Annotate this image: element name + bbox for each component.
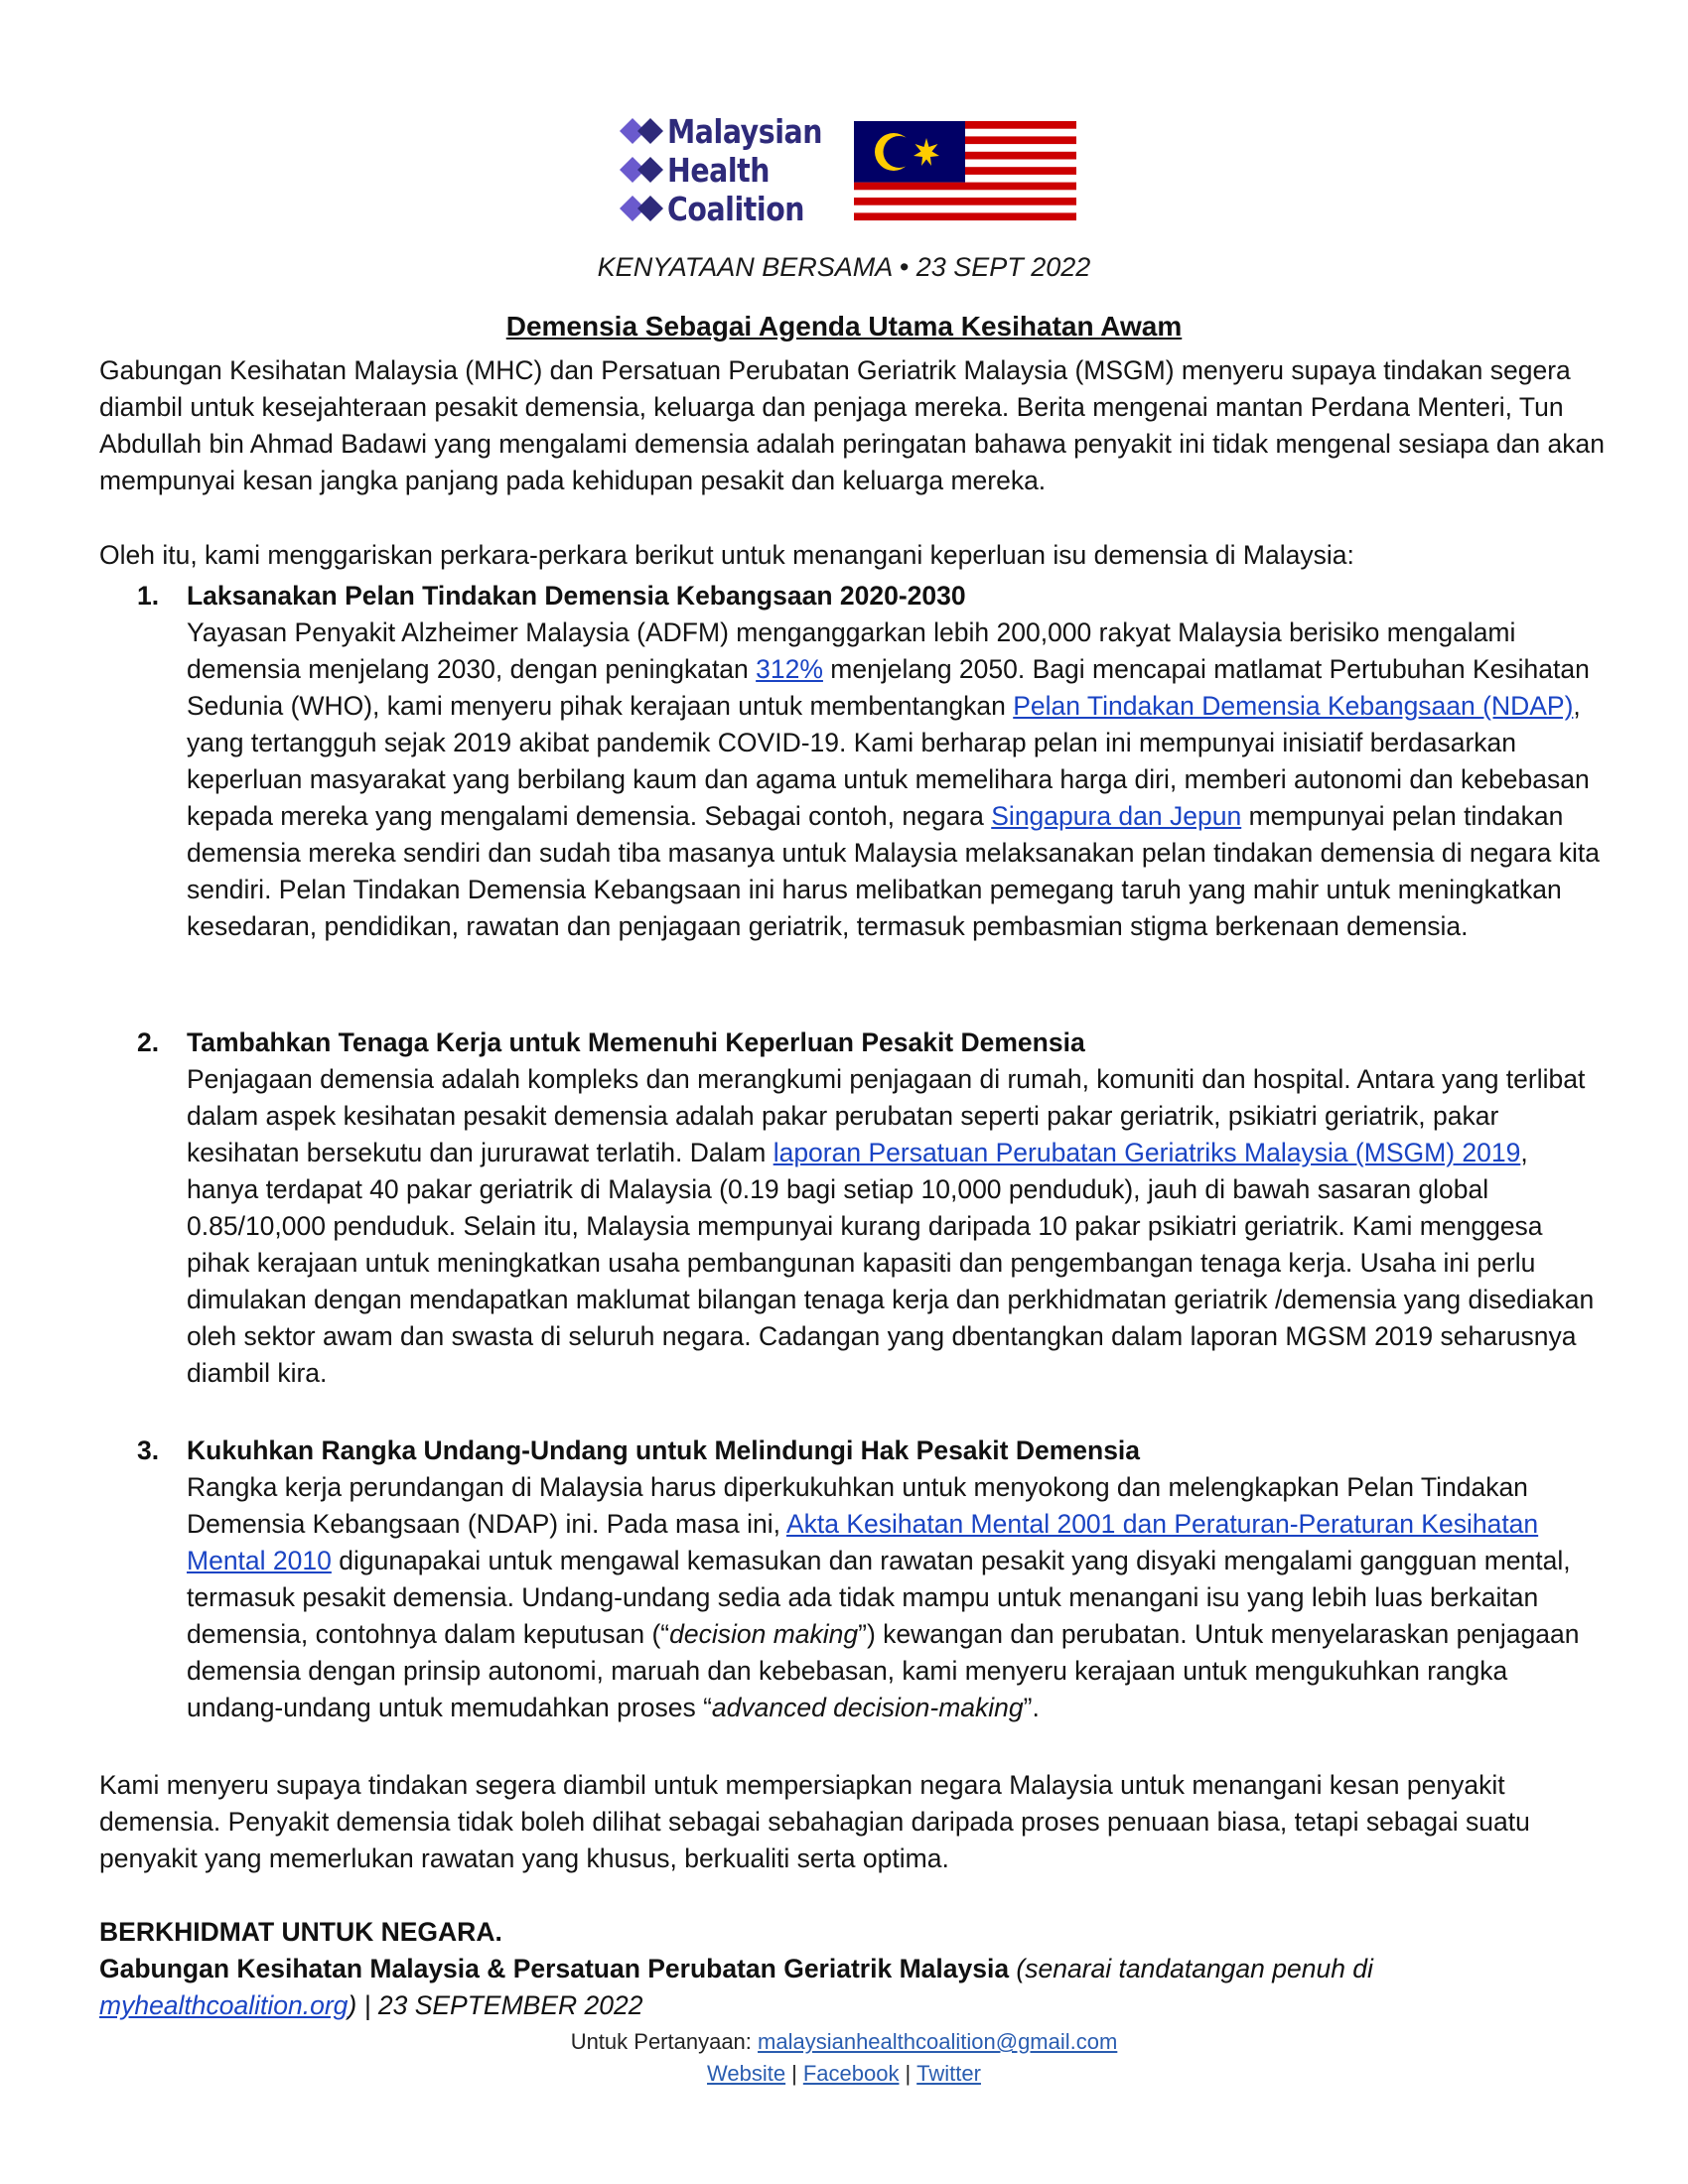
list-item-heading: Kukuhkan Rangka Undang-Undang untuk Melindungi Hak Pesakit Demensia	[187, 1435, 1141, 1465]
statement-date-line: KENYATAAN BERSAMA • 23 SEPT 2022	[597, 252, 1091, 282]
body-text: ”.	[1023, 1693, 1040, 1722]
link-separator: |	[791, 2061, 797, 2086]
link-msgm-report[interactable]: laporan Persatuan Perubatan Geriatriks Malaysia (MSGM) 2019	[773, 1138, 1521, 1167]
body-text: , hanya terdapat 40 pakar geriatrik di Malaysia (0.19 bagi setiap 10,000 penduduk), jauh di bawah sasaran global 0.85/10,000 penduduk. Selain itu, Malaysia mempunyai kurang daripada 10 pakar psikiatri geriatrik. Kami menggesa pihak kerajaan untuk meningkatkan usaha pembangunan kapasiti dan pengembangan tenaga kerja. Usaha ini perlu dimulakan dengan mendapatkan maklumat bilangan tenaga kerja dan perkhidmatan geriatrik /demensia yang disediakan oleh sektor awam dan swasta di seluruh negara. Cadangan yang dbentangkan dalam laporan MGSM 2019 seharusnya diambil kira.	[187, 1138, 1595, 1388]
list-item-number: 1.	[137, 581, 160, 611]
italic-term: decision making	[669, 1619, 859, 1649]
list-item-body	[187, 1469, 1607, 1726]
email-link[interactable]: malaysianhealthcoalition@gmail.com	[758, 2029, 1118, 2054]
body-text: menjelang 2050. Bagi mencapai matlamat Pertubuhan Kesihatan Sedunia (WHO), kami menyeru pihak kerajaan untuk membentangkan	[187, 654, 1590, 721]
header-logo-block	[616, 111, 1077, 230]
lead-paragraph: Oleh itu, kami menggariskan perkara-perkara berikut untuk menangani keperluan isu demensia di Malaysia:	[99, 540, 1354, 570]
website-link[interactable]: Website	[707, 2061, 786, 2086]
twitter-link[interactable]: Twitter	[916, 2061, 981, 2086]
footer-social-links	[0, 2058, 1688, 2090]
signers-line	[99, 1951, 1609, 2024]
signer-organizations: Gabungan Kesihatan Malaysia & Persatuan Perubatan Geriatrik Malaysia	[99, 1954, 1010, 1983]
intro-paragraph: Gabungan Kesihatan Malaysia (MHC) dan Persatuan Perubatan Geriatrik Malaysia (MSGM) menyeru supaya tindakan segera diambil untuk kesejahteraan pesakit demensia, keluarga dan penjaga mereka. Berita mengenai mantan Perdana Menteri, Tun Abdullah bin Ahmad Badawi yang mengalami demensia adalah peringatan bahawa penyakit ini tidak mengenal sesiapa dan akan mempunyai kesan jangka panjang pada kehidupan pesakit dan keluarga mereka.	[99, 355, 1605, 495]
list-item-heading: Laksanakan Pelan Tindakan Demensia Kebangsaan 2020-2030	[187, 581, 966, 611]
link-mental-health-act[interactable]: Akta Kesihatan Mental 2001 dan Peraturan-Peraturan Kesihatan Mental 2010	[187, 1509, 1539, 1575]
signature-note: (senarai tandatangan penuh di	[1009, 1954, 1373, 1983]
list-item-number: 3.	[137, 1435, 160, 1465]
body-text: Yayasan Penyakit Alzheimer Malaysia (ADFM) menganggarkan lebih 200,000 rakyat Malaysia berisiko mengalami demensia menjelang 2030, dengan peningkatan	[187, 617, 1516, 684]
link-312-percent[interactable]: 312%	[756, 654, 823, 684]
list-item-number: 2.	[137, 1027, 160, 1057]
list-item-body	[187, 614, 1607, 945]
logo-diamond-icon	[616, 113, 667, 149]
link-myhealthcoalition[interactable]: myhealthcoalition.org	[99, 1990, 349, 2020]
logo-diamond-icon	[616, 152, 667, 188]
facebook-link[interactable]: Facebook	[802, 2061, 900, 2086]
link-singapura-jepun[interactable]: Singapura dan Jepun	[991, 801, 1242, 831]
signature-date: | 23 SEPTEMBER 2022	[356, 1990, 643, 2020]
logo-word-2: Health	[667, 150, 771, 190]
logo-word-1: Malaysian	[667, 111, 823, 151]
enquiry-label: Untuk Pertanyaan:	[570, 2029, 759, 2054]
footer-enquiry	[0, 2026, 1688, 2058]
page-title: Demensia Sebagai Agenda Utama Kesihatan Awam	[505, 311, 1183, 341]
body-text: ”) kewangan dan perubatan. Untuk menyelaraskan penjagaan demensia dengan prinsip autonomi, maruah dan kebebasan, kami menyeru kerajaan untuk mengukuhkan rangka undang-undang untuk memudahkan proses “	[187, 1619, 1580, 1722]
malaysia-flag-icon	[854, 121, 1076, 228]
closing-paragraph: Kami menyeru supaya tindakan segera diambil untuk mempersiapkan negara Malaysia untuk menangani kesan penyakit demensia. Penyakit demensia tidak boleh dilihat sebagai sebahagian daripada proses penuaan biasa, tetapi sebagai suatu penyakit yang memerlukan rawatan yang khusus, berkualiti serta optima.	[99, 1770, 1530, 1873]
link-separator: |	[905, 2061, 912, 2086]
mhc-logo	[616, 111, 824, 230]
logo-diamond-icon	[616, 191, 667, 226]
signature-note-close: )	[348, 1990, 357, 2020]
signoff-line: BERKHIDMAT UNTUK NEGARA.	[99, 1917, 502, 1947]
italic-term: advanced decision-making	[711, 1693, 1024, 1722]
body-text: mempunyai pelan tindakan demensia mereka sendiri dan sudah tiba masanya untuk Malaysia melaksanakan pelan tindakan demensia di negara kita sendiri. Pelan Tindakan Demensia Kebangsaan ini harus melibatkan pemegang taruh yang mahir untuk meningkatkan kesedaran, pendidikan, rawatan dan penjagaan geriatrik, termasuk pembasmian stigma berkenaan demensia.	[187, 801, 1601, 941]
list-item-body	[187, 1061, 1607, 1392]
link-ndap[interactable]: Pelan Tindakan Demensia Kebangsaan (NDAP)	[1013, 691, 1574, 721]
logo-word-3: Coalition	[667, 189, 805, 228]
body-text: Penjagaan demensia adalah kompleks dan merangkumi penjagaan di rumah, komuniti dan hospital. Antara yang terlibat dalam aspek kesihatan pesakit demensia adalah pakar perubatan seperti pakar geriatrik, psikiatri geriatrik, pakar kesihatan bersekutu dan jururawat terlatih. Dalam	[187, 1064, 1586, 1167]
list-item-heading: Tambahkan Tenaga Kerja untuk Memenuhi Keperluan Pesakit Demensia	[187, 1027, 1085, 1057]
body-text: digunapakai untuk mengawal kemasukan dan rawatan pesakit yang disyaki mengalami gangguan mental, termasuk pesakit demensia. Undang-undang sedia ada tidak mampu untuk menangani isu yang lebih luas berkaitan demensia, contohnya dalam keputusan (“	[187, 1546, 1571, 1649]
body-text: Rangka kerja perundangan di Malaysia harus diperkukuhkan untuk menyokong dan melengkapkan Pelan Tindakan Demensia Kebangsaan (NDAP) ini. Pada masa ini,	[187, 1472, 1528, 1539]
body-text: , yang tertangguh sejak 2019 akibat pandemik COVID-19. Kami berharap pelan ini mempunyai inisiatif berdasarkan keperluan masyarakat yang berbilang kaum dan agama untuk memelihara harga diri, memberi autonomi dan kebebasan kepada mereka yang mengalami demensia. Sebagai contoh, negara	[187, 691, 1590, 831]
